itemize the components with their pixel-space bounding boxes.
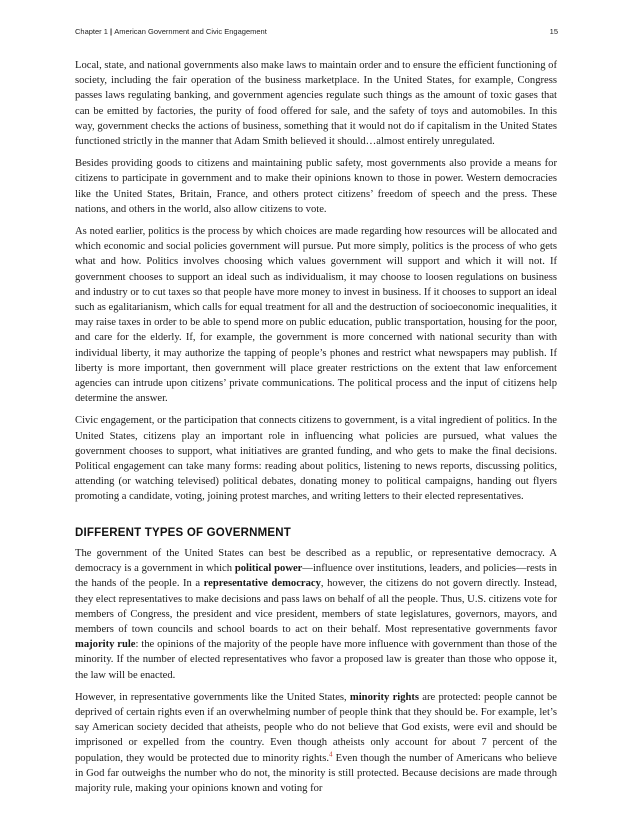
key-term: representative democracy [203, 578, 321, 590]
chapter-title: American Government and Civic Engagement [114, 27, 267, 36]
paragraph-text: , however, the citizens do not govern directly. Instead, they elect representatives to make decisions and pass laws on behalf of all the people. Thus, U.S. citizens vote for members of Congress, the president and vice president, members of state legislatures, governors, mayors, and members of town councils and school boards to act on their behalf. Most representative governments favor [75, 578, 557, 635]
chapter-label: Chapter 1 [75, 27, 108, 36]
paragraph-text: The government of the United States can best be described as a republic, or representative democracy. A democracy is a government in which [75, 547, 557, 575]
paragraph [75, 690, 557, 796]
paragraph-text: are protected: people cannot be deprived of certain rights even if an overwhelming number of people think that they should be. For example, let’s say American society decided that atheists, people who do not believe that God exists, were evil and should be imprisoned or expelled from the country. Even though atheists only account for about 7 percent of the population, they would be protected due to minority rights. [75, 691, 557, 764]
paragraph-text: Even though the number of Americans who believe in God far outweighs the number who do not, the minority is still protected. Because decisions are made through majority rule, making your opinions known and voting for [75, 752, 557, 794]
running-header [75, 27, 267, 36]
key-term: minority rights [349, 691, 420, 703]
paragraph-text: However, in representative governments like the United States, [75, 691, 350, 703]
paragraph: Local, state, and national governments also make laws to maintain order and to ensure the efficient functioning of society, including the fair operation of the business marketplace. In the United States, for example, Congress passes laws regulating banking, and government agencies regulate such things as the amount of toxic gases that can be emitted by factories, the purity of food offered for sale, and the safety of toys and automobiles. In this way, government checks the actions of business, something that it would not do if capitalism in the United States functioned strictly in the manner that Adam Smith believed it should…almost entirely unregulated. [75, 60, 557, 148]
header-separator: | [107, 27, 115, 36]
paragraph: As noted earlier, politics is the process by which choices are made regarding how resources will be allocated and which economic and social policies government will pursue. Put more simply, politics is the process of who gets what and how. Politics involves choosing which values government will support and which it will not. If government chooses to support an ideal such as individualism, it may choose to loosen regulations on business and industry or to cut taxes so that people have more money to invest in business. If it chooses to support an ideal such as egalitarianism, which calls for equal treatment for all and the destruction of socioeconomic inequalities, it may raise taxes in order to be able to spend more on public education, public transportation, housing for the poor, and care for the elderly. If, for example, the government is more concerned with national security than with individual liberty, it may authorize the tapping of people’s phones and restrict what newspapers may publish. If liberty is more important, then government will place greater restrictions on the extent that law enforcement agencies can intrude upon citizens’ private communications. The political process and the input of citizens help determine the answer. [75, 226, 557, 405]
paragraph-text: —influence over institutions, leaders, and policies—rests in the hands of the people. In a [75, 563, 557, 590]
paragraph-text: : the opinions of the majority of the people have more influence with government than those of the minority. If the number of elected representatives who favor a proposed law is greater than those who oppose it, the law will be enacted. [75, 639, 557, 681]
page-body [75, 58, 557, 803]
key-term: majority rule [75, 639, 136, 651]
paragraph [75, 546, 557, 683]
paragraph: Civic engagement, or the participation that connects citizens to government, is a vital ingredient of politics. In the United States, citizens play an important role in influencing what policies are pursued, what values the government chooses to support, what initiatives are granted funding, and who gets to make the final decisions. Political engagement can take many forms: reading about politics, listening to news reports, discussing politics, attending (or watching televised) political debates, donating money to political campaigns, handing out flyers promoting a candidate, voting, joining protest marches, and writing letters to their elected representatives. [75, 415, 557, 503]
key-term: political power [234, 563, 303, 575]
page-number: 15 [549, 27, 558, 36]
footnote-link[interactable]: 4 [328, 750, 333, 758]
section-heading: DIFFERENT TYPES OF GOVERNMENT [75, 526, 292, 539]
paragraph: Besides providing goods to citizens and maintaining public safety, most governments also provide a means for citizens to participate in government and to make their opinions known to those in power. Western democracies like the United States, Britain, France, and others protect citizens’ freedom of speech and the press. These nations, and others in the world, also allow citizens to vote. [75, 158, 557, 215]
